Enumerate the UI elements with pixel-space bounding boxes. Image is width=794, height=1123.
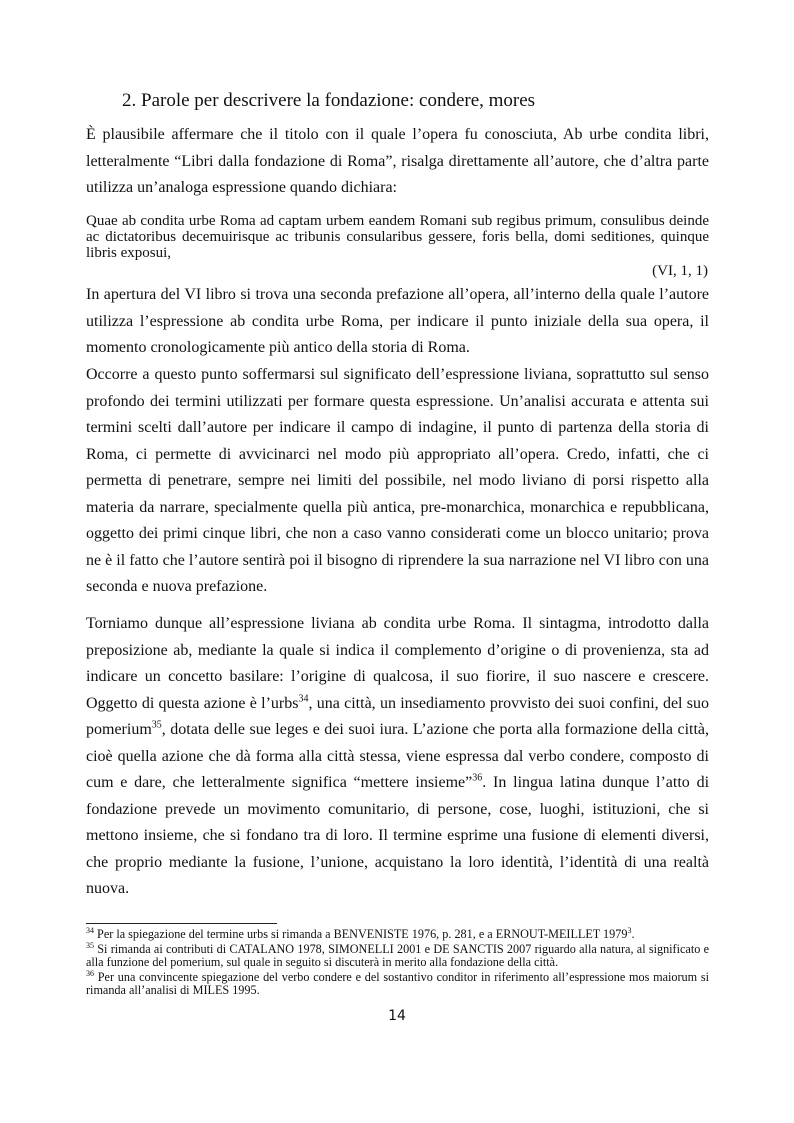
paragraph-4-text: , dotata delle sue leges e dei suoi iura. L’azione che porta alla formazione della città, cioè quella azione che dà forma alla città stessa, viene espressa dal verbo condere, composto di cum e dare, che letteralmente significa “mettere insieme”	[86, 721, 709, 791]
footnote-ref-35[interactable]: 35	[151, 719, 162, 731]
paragraph-4-text: Torniamo dunque all’espressione liviana ab condita urbe Roma. Il sintagma, introdotto dalla preposizione ab, mediante la quale si indica il complemento d’origine o di provenienza, sta ad indicare un concetto basilare: l’origine di qualcosa, il suo fiorire, il suo nascere e crescere. Oggetto di questa azione è l’urbs	[86, 615, 709, 712]
footnote-text: Si rimanda ai contributi di CATALANO 1978, SIMONELLI 2001 e DE SANCTIS 2007 riguardo alla natura, al significato e alla funzione del pomerium, sul quale in seguito si discuterà in merito alla fondazione della città.	[86, 941, 709, 970]
footnote-35	[86, 940, 709, 970]
latin-quote: Quae ab condita urbe Roma ad captam urbem eandem Romani sub regibus primum, consulibus deinde ac dictatoribus decemuirisque ac tribunis consularibus gessere, foris bella, domi seditiones, quinque libris exposui,	[86, 213, 709, 261]
footnotes	[86, 925, 709, 999]
footnote-number: 35	[86, 940, 94, 950]
footnote-ref-34[interactable]: 34	[298, 693, 309, 705]
footnote-divider	[86, 923, 277, 924]
section-heading: 2. Parole per descrivere la fondazione: condere, mores	[122, 90, 536, 111]
page-number: 14	[388, 1008, 406, 1024]
paragraph-4	[86, 611, 709, 903]
paragraph-1: È plausibile affermare che il titolo con il quale l’opera fu conosciuta, Ab urbe condita libri, letteralmente “Libri dalla fondazione di Roma”, risalga direttamente all’autore, che d’altra parte utilizza un’analoga espressione quando dichiara:	[86, 126, 709, 196]
footnote-number: 34	[86, 925, 94, 935]
footnote-text: Per una convincente spiegazione del verbo condere e del sostantivo conditor in riferimento all’espressione mos maiorum si rimanda all’analisi di MILES 1995.	[86, 969, 709, 998]
paragraph-4-text: , una città, un insediamento provvisto dei suoi confini, del suo pomerium	[86, 694, 710, 738]
footnote-36	[86, 968, 709, 998]
paragraph-3: Occorre a questo punto soffermarsi sul significato dell’espressione liviana, soprattutto sul senso profondo dei termini utilizzati per formare questa espressione. Un’analisi accurata e attenta sui termini scelti dall’autore per indicare il campo di indagine, il punto di partenza della storia di Roma, ci permette di avvicinarci nel modo più appropriato all’opera. Credo, infatti, che ci permetta di penetrare, sempre nei limiti del possibile, nel modo liviano di porsi rispetto alla materia da narrare, specialmente quella più antica, pre-monarchica, monarchica e repubblicana, oggetto dei primi cinque libri, che non a caso vanno considerati come un blocco unitario; prova ne è il fatto che l’autore sentirà poi il bisogno di riprendere la sua narrazione nel VI libro con una seconda e nuova prefazione.	[86, 366, 709, 595]
footnote-text: Per la spiegazione del termine urbs si rimanda a BENVENISTE 1976, p. 281, e a ERNOUT-MEILLET 1979	[94, 927, 628, 941]
footnote-superscript: 3	[627, 925, 632, 935]
footnote-number: 36	[86, 968, 94, 978]
quote-citation: (VI, 1, 1)	[652, 263, 708, 279]
footnote-tail: .	[631, 927, 635, 941]
footnote-ref-36[interactable]: 36	[472, 772, 483, 784]
paragraph-2: In apertura del VI libro si trova una seconda prefazione all’opera, all’interno della quale l’autore utilizza l’espressione ab condita urbe Roma, per indicare il punto iniziale della sua opera, il momento cronologicamente più antico della storia di Roma.	[86, 286, 709, 356]
paragraph-4-text: . In lingua latina dunque l’atto di fondazione prevede un movimento comunitario, di persone, cose, luoghi, istituzioni, che si mettono insieme, che si fondano tra di loro. Il termine esprime una fusione di elementi diversi, che proprio mediante la fusione, l’unione, acquistano la loro identità, l’identità di una realtà nuova.	[86, 774, 710, 897]
footnote-34	[86, 925, 709, 942]
